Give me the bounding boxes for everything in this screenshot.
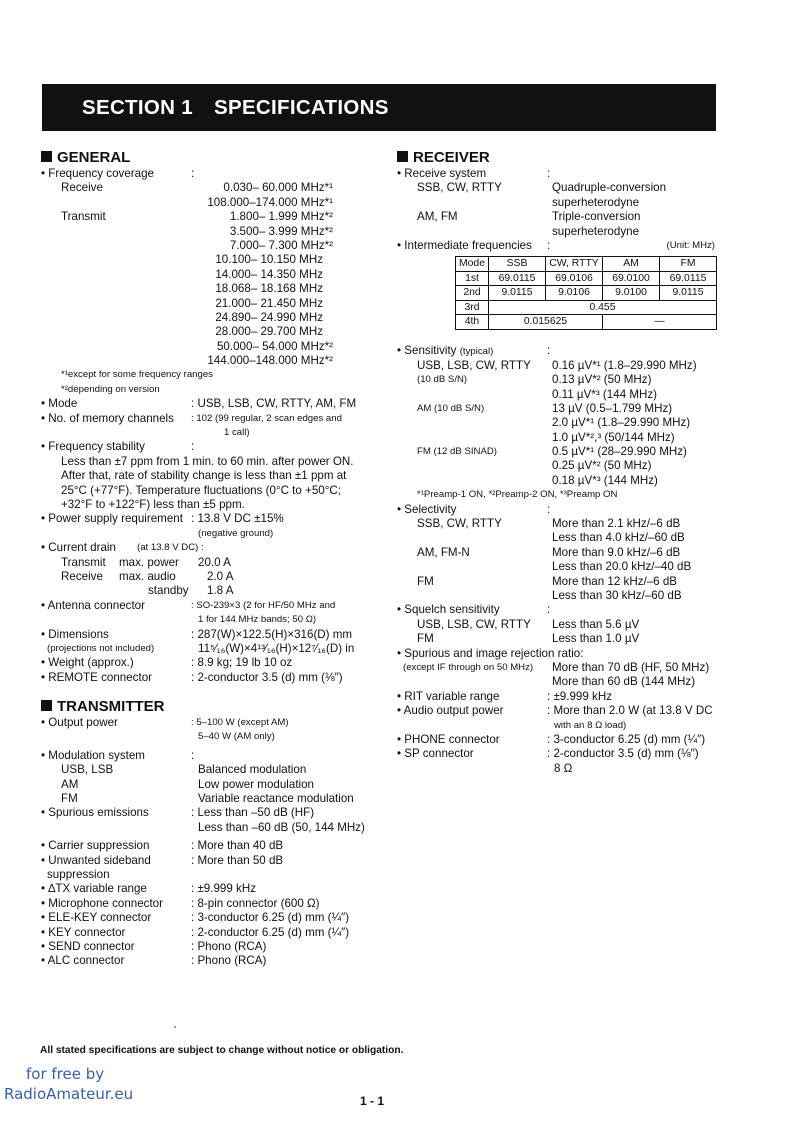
transmit-range: 24.890– 24.990 MHz: [215, 310, 323, 324]
stability-text: Less than ±7 ppm from 1 min. to 60 min. after power ON.: [61, 454, 354, 468]
watermark-line2: RadioAmateur.eu: [4, 1085, 134, 1103]
transmit-range: 7.000– 7.300 MHz*²: [229, 238, 333, 252]
spurious-label: • Spurious emissions: [41, 806, 149, 820]
stability-label: • Frequency stability: [41, 440, 145, 454]
key-value: : 2-conductor 6.25 (d) mm (¼″): [191, 925, 350, 939]
unwanted-sideband-value: : More than 50 dB: [191, 853, 284, 867]
antenna-label: • Antenna connector: [41, 598, 145, 612]
stability-text: +32°F to +122°F) less than ±5 ppm.: [61, 497, 245, 511]
output-power-label: • Output power: [41, 716, 118, 730]
transmit-range: 10.100– 10.150 MHz: [215, 253, 323, 267]
footnote: *¹except for some frequency ranges: [61, 369, 213, 381]
transmit-range: 3.500– 3.999 MHz*²: [229, 224, 333, 238]
receive-range: 0.030– 60.000 MHz*¹: [223, 181, 333, 195]
weight-value: : 8.9 kg; 19 lb 10 oz: [191, 656, 293, 670]
squelch-label: • Squelch sensitivity: [397, 603, 500, 617]
scan-speck: [174, 1026, 176, 1028]
selectivity-label: • Selectivity: [397, 502, 457, 516]
unwanted-sideband-label: • Unwanted sideband: [41, 853, 151, 867]
mic-connector-label: • Microphone connector: [41, 896, 163, 910]
square-bullet-icon: [41, 151, 52, 162]
transmit-range: 1.800– 1.999 MHz*²: [229, 210, 333, 224]
sensitivity-label: • Sensitivity (typical): [397, 344, 494, 358]
left-column: GENERAL • Frequency coverage : Receive 0.030– 60.000 MHz*¹ 108.000–174.000 MHz*¹ Transmit 1.800– 1.999 MHz*² 3.500– 3.999 MHz*² 7.000– 7.300 MHz*² 10.100– 10.150 MHz 14.000– 14.350 MHz 18.068– 18.168 MHz 21.000– 21.450 MHz 24.890– 24.990 MHz 28.000– 29.700 MHz 50.000– 54.000 MHz*² 144.000–148.000 MHz*² *¹except for some frequency ranges *²depending on version • Mode : USB, LSB, CW, RTTY, AM, FM • No. of memory channels : 102 (99 regular, 2 scan edges and 1 call) • Frequency stability : Less than ±7 ppm from 1 min. to 60 min. after power ON. After that, rate of stability change is less than ±1 ppm at 25°C (+77°F). Temperature fluctuations (0°C to +50°C; +32°F to +122°F) less than ±5 ppm. • Power supply requirement : 13.8 V DC ±15% (negative ground) • Current drain (at 13.8 V DC) : Transmit max. power 20.0 A Receive max. audio 2.0 A standby 1.8 A • Antenna connector : SO-239×3 (2 for HF/50 MHz and 1 for 144 MHz bands; 50 Ω) • Dimensions : 287(W)×122.5(H)×316(D) mm (projections not included) 11⁵⁄₁₆(W)×4¹³⁄₁₆(H)×12⁷⁄₁₆(D) in • Weight (approx.) : 8.9 kg; 19 lb 10 oz • REMOTE connector : 2-conductor 3.5 (d) mm (⅛″) TRANSMITTER • Output power : 5–100 W (except AM) 5–40 W (AM only) • Modulation system : USB, LSB Balanced modulation AM Low power modulation FM Variable reactance modulation • Spurious emissions : Less than –50 dB (HF) Less than –60 dB (50, 144 MHz) • Carrier suppression : More than 40 dB • Unwanted sideband : More than 50 dB suppression • ∆TX variable range : ±9.999 kHz • Microphone connector : 8-pin connector (600 Ω) • ELE-KEY connector : 3-conductor 6.25 (d) mm (¼″) • KEY connector : 2-conductor 6.25 (d) mm (¼″) • SEND connector : Phono (RCA) • ALC connector : Phono (RCA): [41, 148, 371, 969]
general-heading: GENERAL: [41, 148, 371, 167]
transmitter-heading: TRANSMITTER: [41, 697, 371, 716]
memory-value: : 102 (99 regular, 2 scan edges and: [191, 412, 342, 424]
carrier-value: : More than 40 dB: [191, 839, 284, 853]
transmit-range: 14.000– 14.350 MHz: [215, 267, 323, 281]
sp-connector-value: : 2-conductor 3.5 (d) mm (⅛″): [547, 747, 699, 761]
transmit-label: Transmit: [61, 210, 106, 224]
footer-notice: All stated specifications are subject to change without notice or obligation.: [40, 1045, 404, 1056]
alc-value: : Phono (RCA): [191, 954, 267, 968]
dimensions-label: • Dimensions: [41, 627, 109, 641]
send-label: • SEND connector: [41, 939, 135, 953]
preamp-note: *¹Preamp-1 ON, *²Preamp-2 ON, *³Preamp ON: [417, 489, 618, 501]
right-column: RECEIVER • Receive system : SSB, CW, RTTY Quadruple-conversion superheterodyne AM, FM Triple-conversion superheterodyne • Intermediate frequencies : (Unit: MHz) Mode SSB CW, RTTY AM FM 1st 69.0115 69.0106 69.0100 69.0115 2nd 9.0115 9.0106 9.0100 9.0115 3rd 0.455 4th 0.015625 — • Sensitivity (typical) : USB, LSB, CW, RTTY 0.16 µV*¹ (1.8–29.990 MHz) (10 dB S/N) 0.13 µV*² (50 MHz) 0.11 µV*³ (144 MHz) AM (10 dB S/N) 13 µV (0.5–1.799 MHz) 2.0 µV*¹ (1.8–29.990 MHz) 1.0 µV*²,³ (50/144 MHz) FM (12 dB SINAD) 0.5 µV*¹ (28–29.990 MHz) 0.25 µV*² (50 MHz) 0.18 µV*³ (144 MHz) *¹Preamp-1 ON, *²Preamp-2 ON, *³Preamp ON • Selectivity : SSB, CW, RTTY More than 2.1 kHz/–6 dB Less than 4.0 kHz/–60 dB AM, FM-N More than 9.0 kHz/–6 dB Less than 20.0 kHz/–40 dB FM More than 12 kHz/–6 dB Less than 30 kHz/–60 dB • Squelch sensitivity : USB, LSB, CW, RTTY Less than 5.6 µV FM Less than 1.0 µV • Spurious and image rejection ratio: (except IF through on 50 MHz) More than 70 dB (HF, 50 MHz) More than 60 dB (144 MHz) • RIT variable range : ±9.999 kHz • Audio output power : More than 2.0 W (at 13.8 V DC with an 8 Ω load) • PHONE connector : 3-conductor 6.25 (d) mm (¼″) • SP connector : 2-conductor 3.5 (d) mm (⅛″) 8 Ω: [397, 148, 727, 776]
audio-output-label: • Audio output power: [397, 704, 504, 718]
transmit-range: 18.068– 18.168 MHz: [215, 282, 323, 296]
receive-range: 108.000–174.000 MHz*¹: [207, 195, 333, 209]
mode-value: : USB, LSB, CW, RTTY, AM, FM: [191, 397, 357, 411]
square-bullet-icon: [397, 151, 408, 162]
section-number: SECTION 1: [82, 96, 193, 119]
mic-connector-value: : 8-pin connector (600 Ω): [191, 896, 320, 910]
section-banner: [42, 84, 716, 131]
alc-label: • ALC connector: [41, 954, 125, 968]
phone-connector-label: • PHONE connector: [397, 732, 500, 746]
mode-label: • Mode: [41, 397, 78, 411]
phone-connector-value: : 3-conductor 6.25 (d) mm (¼″): [547, 732, 706, 746]
transmit-range: 144.000–148.000 MHz*²: [207, 354, 333, 368]
if-unit: (Unit: MHz): [666, 239, 715, 251]
rit-label: • RIT variable range: [397, 689, 500, 703]
antenna-value: : SO-239×3 (2 for HF/50 MHz and: [191, 599, 336, 611]
rit-value: : ±9.999 kHz: [547, 689, 613, 703]
transmit-range: 21.000– 21.450 MHz: [215, 296, 323, 310]
stability-text: After that, rate of stability change is less than ±1 ppm at: [61, 469, 347, 483]
transmit-range: 50.000– 54.000 MHz*²: [216, 339, 333, 353]
dimensions-value: : 287(W)×122.5(H)×316(D) mm: [191, 627, 353, 641]
footnote: *²depending on version: [61, 383, 160, 395]
audio-output-value: : More than 2.0 W (at 13.8 V DC: [547, 704, 713, 718]
dtx-label: • ∆TX variable range: [41, 882, 147, 896]
receive-label: Receive: [61, 181, 103, 195]
stability-text: 25°C (+77°F). Temperature fluctuations (0°C to +50°C;: [61, 483, 341, 497]
remote-label: • REMOTE connector: [41, 670, 153, 684]
ele-key-label: • ELE-KEY connector: [41, 911, 152, 925]
page-number: 1 - 1: [360, 1094, 385, 1108]
sp-connector-label: • SP connector: [397, 747, 474, 761]
ele-key-value: : 3-conductor 6.25 (d) mm (¼″): [191, 911, 350, 925]
if-table: Mode SSB CW, RTTY AM FM 1st 69.0115 69.0106 69.0100 69.0115 2nd 9.0115 9.0106 9.0100 9.0115 3rd 0.455 4th 0.015625 —: [455, 256, 717, 330]
memory-label: • No. of memory channels: [41, 411, 174, 425]
section-title: SPECIFICATIONS: [214, 96, 389, 119]
weight-label: • Weight (approx.): [41, 656, 134, 670]
watermark-line1: for free by: [26, 1065, 105, 1083]
square-bullet-icon: [41, 700, 52, 711]
power-supply-value: : 13.8 V DC ±15%: [191, 512, 284, 526]
freq-coverage-label: • Frequency coverage: [41, 167, 154, 180]
modulation-label: • Modulation system: [41, 748, 145, 762]
receiver-heading: RECEIVER: [397, 148, 727, 167]
output-power-value: : 5–100 W (except AM): [191, 717, 289, 729]
spurious-value: : Less than –50 dB (HF): [191, 806, 315, 820]
if-label: • Intermediate frequencies: [397, 238, 532, 252]
carrier-label: • Carrier suppression: [41, 839, 150, 853]
current-drain-label: • Current drain: [41, 541, 116, 555]
power-supply-label: • Power supply requirement: [41, 512, 183, 526]
image-rejection-label: • Spurious and image rejection ratio:: [397, 646, 584, 660]
transmit-range: 28.000– 29.700 MHz: [215, 325, 323, 339]
send-value: : Phono (RCA): [191, 939, 267, 953]
remote-value: : 2-conductor 3.5 (d) mm (⅛″): [191, 670, 343, 684]
image-rejection-value: More than 70 dB (HF, 50 MHz): [552, 660, 710, 674]
receive-system-label: • Receive system: [397, 167, 487, 180]
key-label: • KEY connector: [41, 925, 126, 939]
dtx-value: : ±9.999 kHz: [191, 882, 257, 896]
